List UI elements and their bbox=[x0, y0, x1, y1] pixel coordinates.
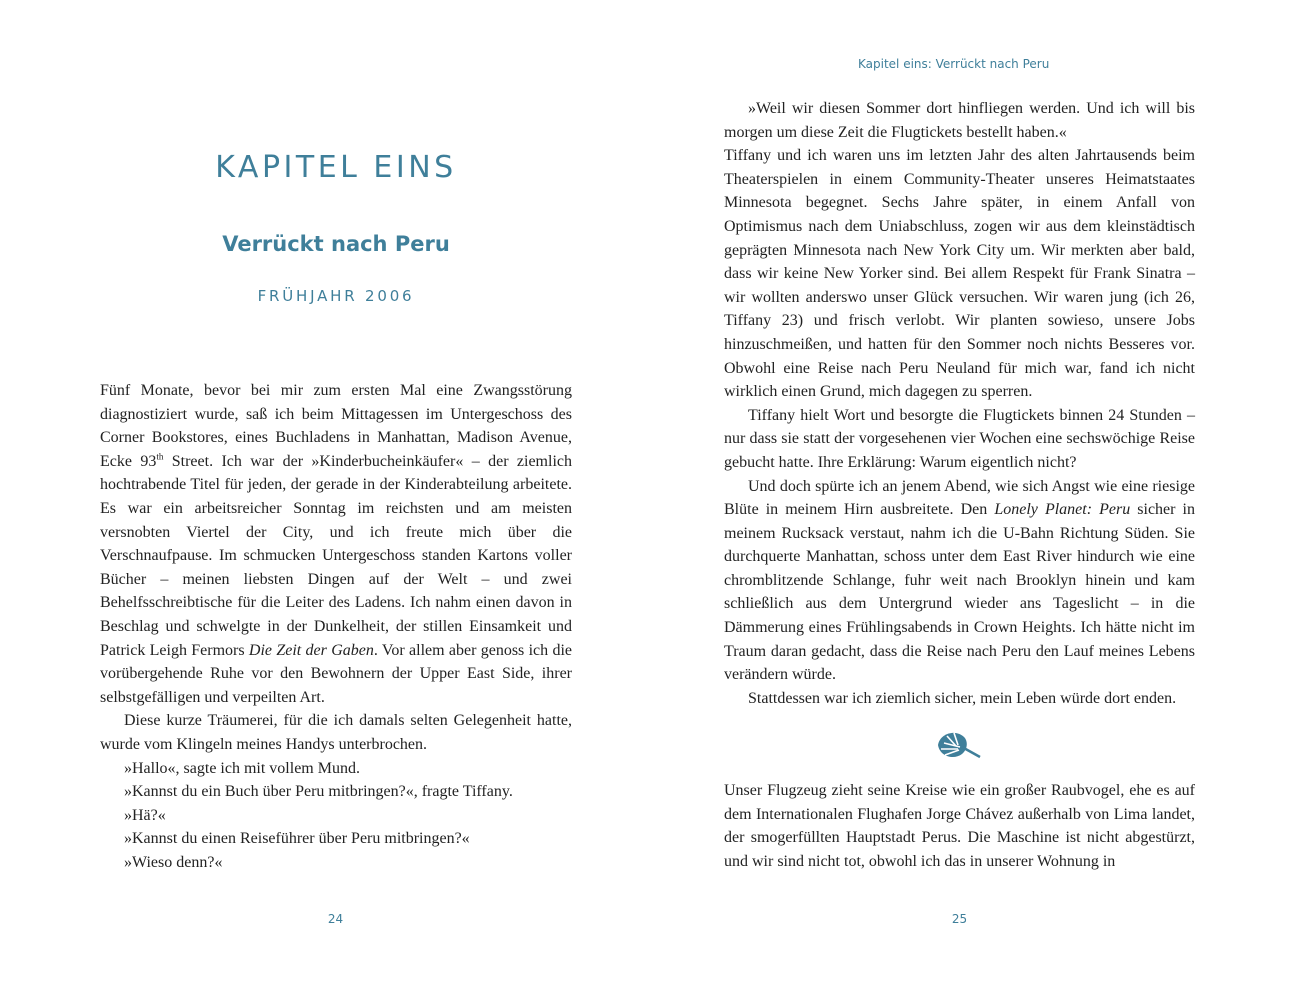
running-head: Kapitel eins: Verrückt nach Peru bbox=[858, 57, 1050, 71]
left-body-text bbox=[100, 379, 572, 874]
paragraph: »Kannst du ein Buch über Peru mitbringen?«, fragte Tiffany. bbox=[124, 783, 513, 801]
paragraph: »Kannst du einen Reiseführer über Peru mitbringen?« bbox=[124, 830, 470, 848]
chapter-date: FRÜHJAHR 2006 bbox=[257, 287, 415, 305]
paragraph: »Hä?« bbox=[124, 806, 166, 824]
paragraph: Unser Flugzeug zieht seine Kreise wie ein großer Raubvogel, ehe es auf dem Internationalen Flughafen Jorge Chávez außerhalb von Lima landet, der smogerfüllten Hauptstadt Perus. Die Maschine ist nicht abgestürzt, und wir sind nicht tot, obwohl ich das in unserer Wohnung in bbox=[724, 782, 1195, 870]
paragraph: Tiffany und ich waren uns im letzten Jahr des alten Jahrtausends beim Theaterspielen in einem Community-Theater unseres Heimatstaates Minnesota begegnet. Sechs Jahre später, in einem Anfall von Optimismus nach dem Uniabschluss, zogen wir aus dem kleinstädtisch geprägten Minnesota nach New York City um. Wir merkten aber bald, dass wir keine New Yorker sind. Bei allem Respekt für Frank Sinatra – wir wollten anderswo unser Glück versuchen. Wir waren jung (ich 26, Tiffany 23) und frisch verlobt. Wir planten sowieso, unsere Jobs hinzuschmeißen, und hatten für den Sommer noch nichts Besseres vor. Obwohl eine Reise nach Peru Neuland für mich war, fand ich nicht wirklich einen Grund, mich dagegen zu sperren. bbox=[724, 147, 1195, 401]
right-body-text bbox=[724, 97, 1195, 710]
page-number: 24 bbox=[327, 912, 344, 926]
paragraph: Und doch spürte ich an jenem Abend, wie sich Angst wie eine riesige Blüte in meinem Hirn ausbreitete. Den Lonely Planet: Peru sicher in meinem Rucksack verstaut, nahm ich die U-Bahn Richtung Süden. Sie durchquerte Manhattan, schoss unter dem East River hindurch wie eine chromblitzende Schlange, fuhr weit nach Brooklyn hinein und kam schließlich aus dem Untergrund wieder ans Tageslicht – in die Dämmerung eines Frühlingsabends in Crown Heights. Ich hätte nicht im Traum daran gedacht, dass die Reise nach Peru den Lauf meines Lebens verändern würde. bbox=[724, 477, 1195, 684]
chapter-title: KAPITEL EINS bbox=[215, 150, 457, 185]
right-section-text bbox=[724, 779, 1195, 873]
leaf-ornament-icon bbox=[934, 727, 982, 763]
page-number: 25 bbox=[951, 912, 968, 926]
left-page bbox=[0, 0, 647, 1000]
paragraph: »Weil wir diesen Sommer dort hinfliegen werden. Und ich will bis morgen um diese Zeit die Flugtickets bestellt haben.« bbox=[724, 100, 1195, 141]
paragraph: Diese kurze Träumerei, für die ich damals selten Gelegenheit hatte, wurde vom Klingeln meines Handys unterbrochen. bbox=[100, 712, 572, 753]
paragraph: Stattdessen war ich ziemlich sicher, mein Leben würde dort enden. bbox=[748, 689, 1177, 707]
paragraph: »Wieso denn?« bbox=[124, 853, 223, 871]
paragraph: »Hallo«, sagte ich mit vollem Mund. bbox=[124, 759, 360, 777]
right-page bbox=[648, 0, 1295, 1000]
paragraph: Tiffany hielt Wort und besorgte die Flugtickets binnen 24 Stunden – nur dass sie statt der vorgesehenen vier Wochen eine sechswöchige Reise gebucht hatte. Ihre Erklärung: Warum eigentlich nicht? bbox=[724, 406, 1195, 471]
paragraph: Fünf Monate, bevor bei mir zum ersten Mal eine Zwangsstörung diagnostiziert wurde, saß ich beim Mittagessen im Untergeschoss des Corner Bookstores, eines Buchladens in Manhattan, Madison Avenue, Ecke 93th Street. Ich war der »Kinderbucheinkäufer« – der ziemlich hochtrabende Titel für jeden, der gerade in der Kinderabteilung arbeitete. Es war ein arbeitsreicher Sonntag im reichsten und am meisten versnobten Viertel der City, und ich freute mich über die Verschnaufpause. Im schmucken Untergeschoss standen Kartons voller Bücher – meinen liebsten Dingen auf der Welt – und zwei Behelfsschreibtische für die Leiter des Ladens. Ich nahm einen davon in Beschlag und schwelgte in der Dunkelheit, der stillen Einsamkeit und Patrick Leigh Fermors Die Zeit der Gaben. Vor allem aber genoss ich die vorübergehende Ruhe vor den Bewohnern der Upper East Side, ihrer selbstgefälligen und verpeilten Art. bbox=[100, 382, 573, 706]
chapter-subtitle: Verrückt nach Peru bbox=[222, 232, 450, 256]
